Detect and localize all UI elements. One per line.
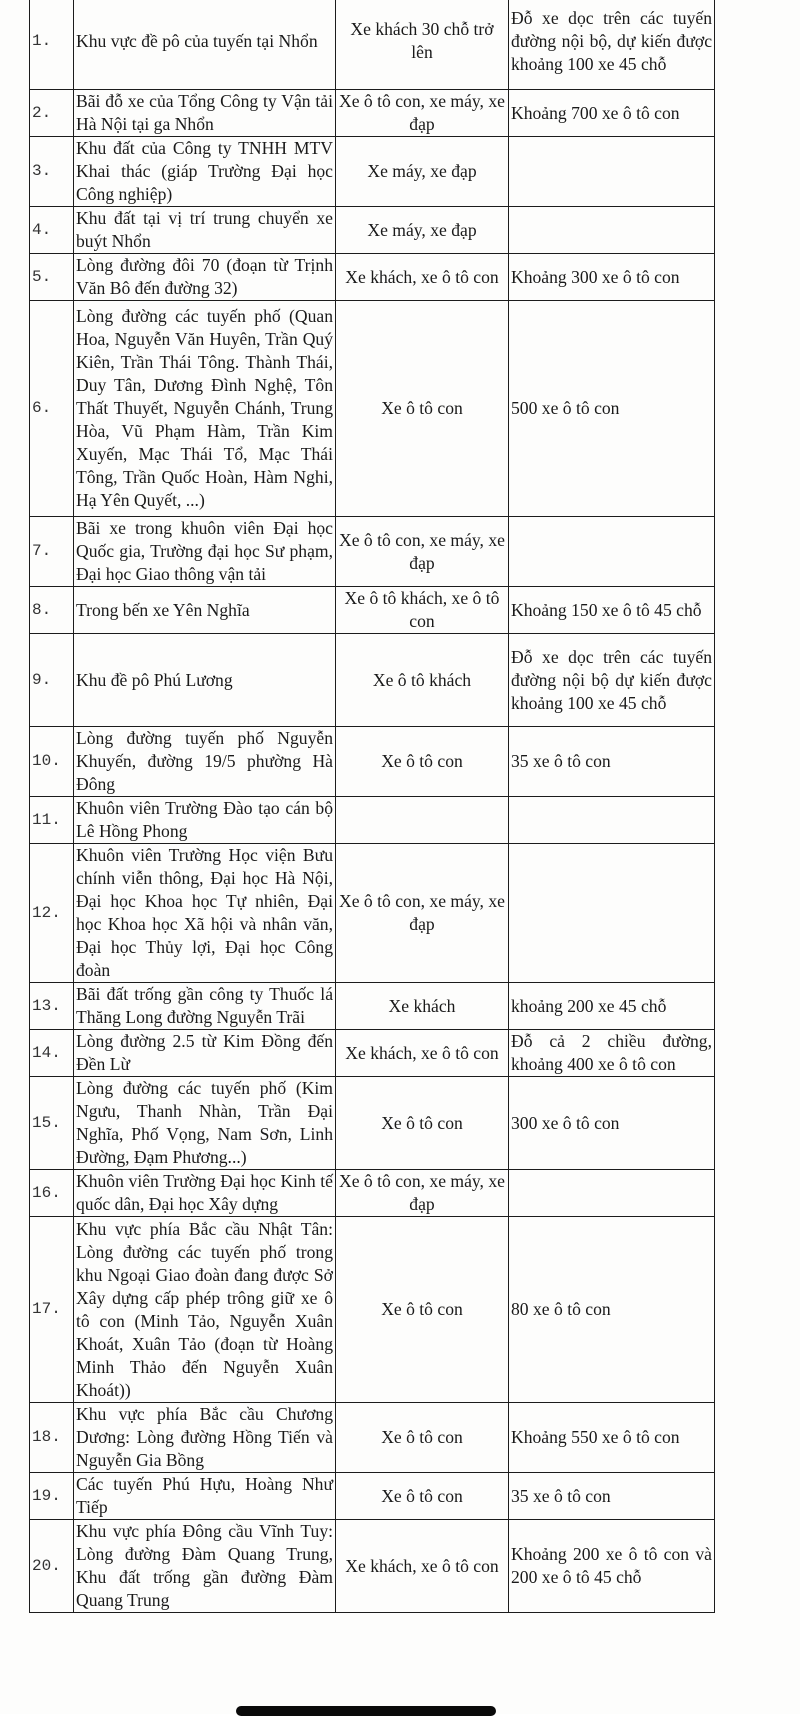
vehicle-type-cell: Xe khách 30 chỗ trở lên: [336, 0, 509, 90]
location-cell: Lòng đường tuyến phố Nguyễn Khuyến, đường 19/5 phường Hà Đông: [74, 727, 336, 797]
location-cell: Khuôn viên Trường Đại học Kinh tế quốc dân, Đại học Xây dựng: [74, 1170, 336, 1217]
location-cell: Khu đất của Công ty TNHH MTV Khai thác (giáp Trường Đại học Công nghiệp): [74, 137, 336, 207]
location-cell: Bãi xe trong khuôn viên Đại học Quốc gia, Trường đại học Sư phạm, Đại học Giao thông vận tải: [74, 517, 336, 587]
table-row: [30, 587, 715, 634]
location-cell: Khu vực đề pô của tuyến tại Nhổn: [74, 0, 336, 90]
row-number: 7.: [30, 517, 74, 587]
location-cell: Khuôn viên Trường Đào tạo cán bộ Lê Hồng Phong: [74, 797, 336, 844]
row-number: 15.: [30, 1077, 74, 1170]
location-cell: Bãi đỗ xe của Tổng Công ty Vận tải Hà Nội tại ga Nhổn: [74, 90, 336, 137]
vehicle-type-cell: Xe khách: [336, 983, 509, 1030]
capacity-cell: Khoảng 200 xe ô tô con và 200 xe ô tô 45 chỗ: [509, 1520, 715, 1613]
row-number: 3.: [30, 137, 74, 207]
table-row: [30, 1170, 715, 1217]
vehicle-type-cell: Xe khách, xe ô tô con: [336, 254, 509, 301]
row-number: 18.: [30, 1403, 74, 1473]
table-row: [30, 0, 715, 90]
capacity-cell: 80 xe ô tô con: [509, 1217, 715, 1403]
capacity-cell: 300 xe ô tô con: [509, 1077, 715, 1170]
vehicle-type-cell: Xe khách, xe ô tô con: [336, 1520, 509, 1613]
capacity-cell: Đỗ xe dọc trên các tuyến đường nội bộ, dự kiến được khoảng 100 xe 45 chỗ: [509, 0, 715, 90]
location-cell: Khu đất tại vị trí trung chuyển xe buýt Nhổn: [74, 207, 336, 254]
capacity-cell: [509, 207, 715, 254]
vehicle-type-cell: Xe ô tô con, xe máy, xe đạp: [336, 517, 509, 587]
row-number: 9.: [30, 634, 74, 727]
capacity-cell: [509, 844, 715, 983]
location-cell: Lòng đường các tuyến phố (Kim Ngưu, Thanh Nhàn, Trần Đại Nghĩa, Phố Vọng, Nam Sơn, Linh Đường, Đạm Phương...): [74, 1077, 336, 1170]
vehicle-type-cell: Xe ô tô con: [336, 1217, 509, 1403]
row-number: 17.: [30, 1217, 74, 1403]
vehicle-type-cell: Xe ô tô con: [336, 1403, 509, 1473]
capacity-cell: Khoảng 700 xe ô tô con: [509, 90, 715, 137]
vehicle-type-cell: Xe ô tô con: [336, 1077, 509, 1170]
table-row: [30, 1030, 715, 1077]
row-number: 20.: [30, 1520, 74, 1613]
capacity-cell: Khoảng 550 xe ô tô con: [509, 1403, 715, 1473]
table-row: [30, 634, 715, 727]
row-number: 10.: [30, 727, 74, 797]
capacity-cell: 500 xe ô tô con: [509, 301, 715, 517]
vehicle-type-cell: Xe ô tô con, xe máy, xe đạp: [336, 1170, 509, 1217]
table-row: [30, 207, 715, 254]
location-cell: Khu vực phía Bắc cầu Nhật Tân: Lòng đường các tuyến phố trong khu Ngoại Giao đoàn đang được Sở Xây dựng cấp phép trông giữ xe ô tô con (Minh Tảo, Nguyễn Xuân Khoát, Xuân Tảo (đoạn từ Hoàng Minh Thảo đến Nguyễn Xuân Khoát)): [74, 1217, 336, 1403]
table-row: [30, 1077, 715, 1170]
vehicle-type-cell: Xe ô tô khách: [336, 634, 509, 727]
row-number: 6.: [30, 301, 74, 517]
table-row: [30, 1473, 715, 1520]
capacity-cell: khoảng 200 xe 45 chỗ: [509, 983, 715, 1030]
row-number: 13.: [30, 983, 74, 1030]
location-cell: Khu vực phía Bắc cầu Chương Dương: Lòng đường Hồng Tiến và Nguyễn Gia Bồng: [74, 1403, 336, 1473]
vehicle-type-cell: Xe ô tô con, xe máy, xe đạp: [336, 90, 509, 137]
vehicle-type-cell: Xe ô tô con: [336, 727, 509, 797]
table-row: [30, 1403, 715, 1473]
row-number: 5.: [30, 254, 74, 301]
vehicle-type-cell: Xe ô tô con, xe máy, xe đạp: [336, 844, 509, 983]
vehicle-type-cell: Xe ô tô khách, xe ô tô con: [336, 587, 509, 634]
row-number: 12.: [30, 844, 74, 983]
capacity-cell: [509, 137, 715, 207]
table-row: [30, 517, 715, 587]
table-row: [30, 727, 715, 797]
table-row: [30, 301, 715, 517]
table-row: [30, 844, 715, 983]
row-number: 1.: [30, 0, 74, 90]
capacity-cell: [509, 1170, 715, 1217]
row-number: 2.: [30, 90, 74, 137]
row-number: 16.: [30, 1170, 74, 1217]
location-cell: Lòng đường đôi 70 (đoạn từ Trịnh Văn Bô đến đường 32): [74, 254, 336, 301]
location-cell: Bãi đất trống gần công ty Thuốc lá Thăng Long đường Nguyễn Trãi: [74, 983, 336, 1030]
capacity-cell: 35 xe ô tô con: [509, 727, 715, 797]
location-cell: Khu đề pô Phú Lương: [74, 634, 336, 727]
table-row: [30, 137, 715, 207]
capacity-cell: 35 xe ô tô con: [509, 1473, 715, 1520]
parking-locations-table: [29, 0, 715, 1613]
location-cell: Khuôn viên Trường Học viện Bưu chính viễn thông, Đại học Hà Nội, Đại học Khoa học Tự nhiên, Đại học Khoa học Xã hội và nhân văn, Đại học Thủy lợi, Đại học Công đoàn: [74, 844, 336, 983]
row-number: 19.: [30, 1473, 74, 1520]
capacity-cell: [509, 517, 715, 587]
table-row: [30, 254, 715, 301]
table-row: [30, 983, 715, 1030]
vehicle-type-cell: Xe máy, xe đạp: [336, 137, 509, 207]
table-row: [30, 1520, 715, 1613]
capacity-cell: [509, 797, 715, 844]
location-cell: Lòng đường các tuyến phố (Quan Hoa, Nguyễn Văn Huyên, Trần Quý Kiên, Trần Thái Tông. Thành Thái, Duy Tân, Dương Đình Nghệ, Tôn Thất Thuyết, Nguyễn Chánh, Trung Hòa, Vũ Phạm Hàm, Trần Kim Xuyến, Mạc Thái Tổ, Mạc Thái Tông, Trần Quốc Hoàn, Hàm Nghi, Hạ Yên Quyết, ...): [74, 301, 336, 517]
capacity-cell: Khoảng 300 xe ô tô con: [509, 254, 715, 301]
row-number: 11.: [30, 797, 74, 844]
vehicle-type-cell: [336, 797, 509, 844]
table-row: [30, 797, 715, 844]
row-number: 4.: [30, 207, 74, 254]
location-cell: Lòng đường 2.5 từ Kim Đồng đến Đền Lừ: [74, 1030, 336, 1077]
home-indicator-bar[interactable]: [236, 1706, 496, 1716]
row-number: 8.: [30, 587, 74, 634]
capacity-cell: Khoảng 150 xe ô tô 45 chỗ: [509, 587, 715, 634]
vehicle-type-cell: Xe máy, xe đạp: [336, 207, 509, 254]
capacity-cell: Đỗ cả 2 chiều đường, khoảng 400 xe ô tô con: [509, 1030, 715, 1077]
location-cell: Các tuyến Phú Hựu, Hoàng Như Tiếp: [74, 1473, 336, 1520]
table-row: [30, 90, 715, 137]
vehicle-type-cell: Xe khách, xe ô tô con: [336, 1030, 509, 1077]
row-number: 14.: [30, 1030, 74, 1077]
vehicle-type-cell: Xe ô tô con: [336, 1473, 509, 1520]
location-cell: Trong bến xe Yên Nghĩa: [74, 587, 336, 634]
vehicle-type-cell: Xe ô tô con: [336, 301, 509, 517]
table-row: [30, 1217, 715, 1403]
capacity-cell: Đỗ xe dọc trên các tuyến đường nội bộ dự kiến được khoảng 100 xe 45 chỗ: [509, 634, 715, 727]
location-cell: Khu vực phía Đông cầu Vĩnh Tuy: Lòng đường Đàm Quang Trung, Khu đất trống gần đường Đàm Quang Trung: [74, 1520, 336, 1613]
